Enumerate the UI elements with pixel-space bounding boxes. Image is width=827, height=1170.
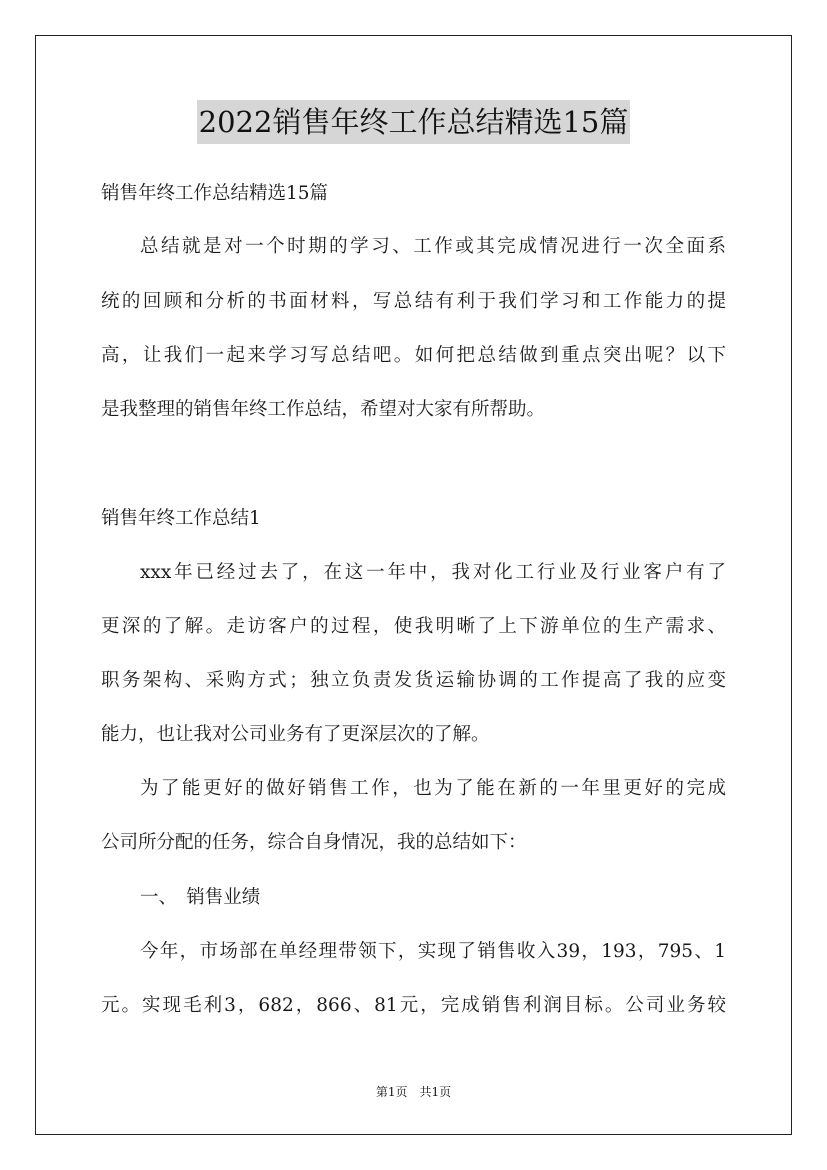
intro-line: 总结就是对一个时期的学习、工作或其完成情况进行一次全面系 (140, 236, 726, 257)
paragraph-line: 今年，市场部在单经理带领下，实现了销售收入39，193，795、1 (140, 941, 726, 962)
document-title: 2022销售年终工作总结精选15篇 (197, 100, 631, 144)
intro-line: 高，让我们一起来学习写总结吧。如何把总结做到重点突出呢？以下 (101, 345, 726, 366)
subheading: 一、 销售业绩 (140, 887, 261, 908)
paragraph-line: 职务架构、采购方式；独立负责发货运输协调的工作提高了我的应变 (101, 670, 726, 691)
document-subtitle: 销售年终工作总结精选15篇 (101, 183, 329, 204)
paragraph-line: xxx年已经过去了，在这一年中，我对化工行业及行业客户有了 (140, 562, 726, 583)
intro-line: 统的回顾和分析的书面材料，写总结有利于我们学习和工作能力的提 (101, 291, 726, 312)
paragraph-line: 元。实现毛利3，682，866、81元，完成销售利润目标。公司业务较 (101, 995, 726, 1016)
title-container (0, 100, 827, 144)
section-heading: 销售年终工作总结1 (101, 508, 261, 529)
paragraph-line: 更深的了解。走访客户的过程，使我明晰了上下游单位的生产需求、 (101, 616, 726, 637)
page-footer: 第1页 共1页 (375, 1085, 452, 1099)
paragraph-line: 能力，也让我对公司业务有了更深层次的了解。 (101, 724, 490, 745)
paragraph-line: 公司所分配的任务，综合自身情况，我的总结如下： (101, 832, 527, 853)
intro-line: 是我整理的销售年终工作总结，希望对大家有所帮助。 (101, 399, 546, 420)
paragraph-line: 为了能更好的做好销售工作，也为了能在新的一年里更好的完成 (140, 778, 726, 799)
